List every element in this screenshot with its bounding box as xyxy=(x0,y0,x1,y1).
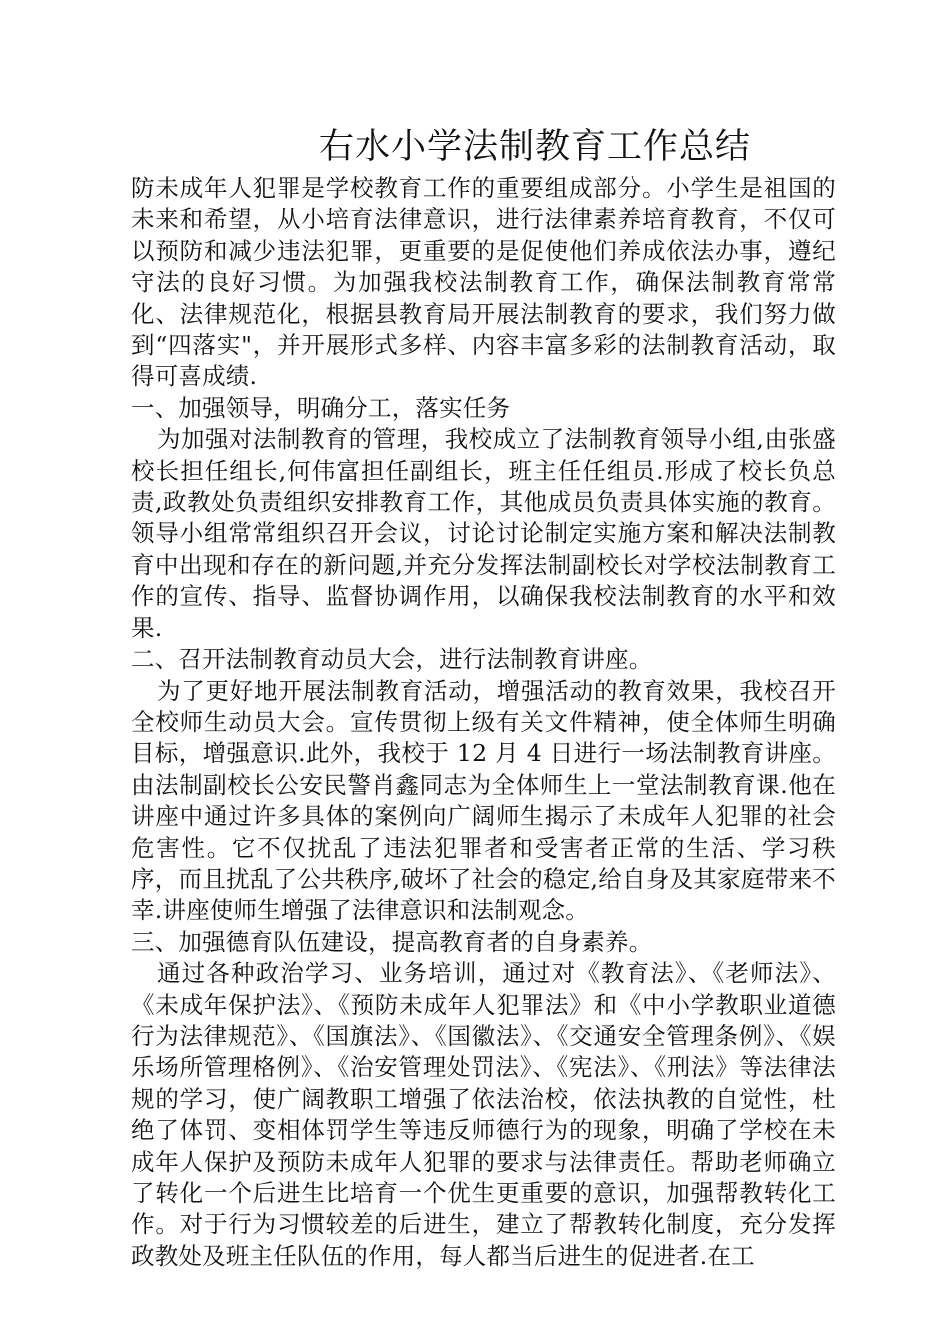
section-heading-2: 二、召开法制教育动员大会，进行法制教育讲座。 xyxy=(131,645,653,674)
section-heading-3: 三、加强德育队伍建设，提高教育者的自身素养。 xyxy=(131,927,653,956)
intro-paragraph: 防未成年人犯罪是学校教育工作的重要组成部分。小学生是祖国的未来和希望，从小培育法律意识，进行法律素养培育教育，不仅可以预防和减少违法犯罪，更重要的是促使他们养成依法办事，遵纪守法的良好习惯。为加强我校法制教育工作，确保法制教育常常化、法律规范化，根据县教育局开展法制教育的要求，我们努力做到“四落实"，并开展形式多样、内容丰富多彩的法制教育活动，取得可喜成绩. xyxy=(131,174,836,391)
document-title: 右水小学法制教育工作总结 xyxy=(318,127,751,167)
section-body-2: 为了更好地开展法制教育活动，增强活动的教育效果，我校召开全校师生动员大会。宣传贯彻上级有关文件精神，使全体师生明确目标，增强意识.此外，我校于 12 月 4 日进行一场法制教育讲座。由法制副校长公安民警肖鑫同志为全体师生上一堂法制教育课.他在讲座中通过许多具体的案例向广阔师生揭示了未成年人犯罪的社会危害性。它不仅扰乱了违法犯罪者和受害者正常的生活、学习秩序，而且扰乱了公共秩序,破坏了社会的稳定,给自身及其家庭带来不幸.讲座使师生增强了法律意识和法制观念。 xyxy=(131,676,836,925)
section-body-3: 通过各种政治学习、业务培训，通过对《教育法》、《老师法》、《未成年保护法》、《预防未成年人犯罪法》和《中小学教职业道德行为法律规范》、《国旗法》、《国徽法》、《交通安全管理条例》、《娱乐场所管理格例》、《治安管理处罚法》、《宪法》、《刑法》等法律法规的学习，使广阔教职工增强了依法治校，依法执教的自觉性，杜绝了体罚、变相体罚学生等违反师德行为的现象，明确了学校在未成年人保护及预防未成年人犯罪的要求与法律责任。帮助老师确立了转化一个后进生比培育一个优生更重要的意识，加强帮教转化工作。对于行为习惯较差的后进生，建立了帮教转化制度，充分发挥政教处及班主任队伍的作用，每人都当后进生的促进者.在工 xyxy=(131,959,836,1270)
section-heading-1: 一、加强领导，明确分工，落实任务 xyxy=(131,393,511,422)
document-body xyxy=(131,173,836,1272)
section-body-1: 为加强对法制教育的管理，我校成立了法制教育领导小组,由张盛校长担任组长,何伟富担任副组长，班主任任组员.形成了校长负总责,政教处负责组织安排教育工作，其他成员负责具体实施的教育。领导小组常常组织召开会议，讨论讨论制定实施方案和解决法制教育中出现和存在的新问题,并充分发挥法制副校长对学校法制教育工作的宣传、指导、监督协调作用，以确保我校法制教育的水平和效果. xyxy=(131,425,836,642)
